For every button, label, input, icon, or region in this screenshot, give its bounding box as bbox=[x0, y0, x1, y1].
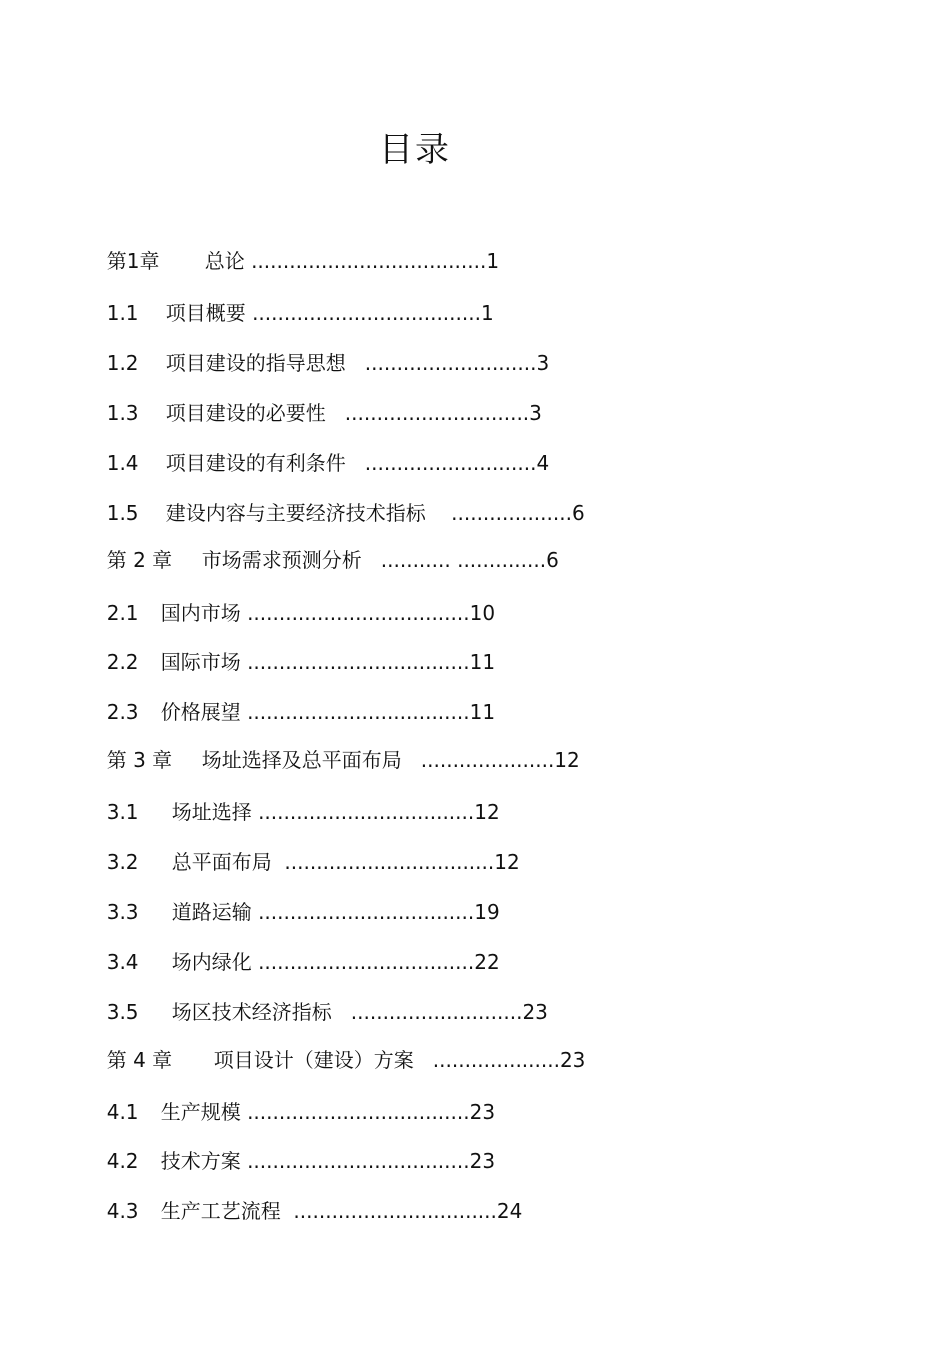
toc-entry-number: 4.3 bbox=[106, 1199, 139, 1223]
toc-leader-dots: ............................. bbox=[325, 401, 530, 425]
toc-leader-dots: .................... bbox=[413, 1048, 560, 1072]
toc-entry-1-5[interactable] bbox=[94, 483, 585, 523]
toc-leader-dots: ................................... bbox=[240, 1100, 470, 1124]
toc-leader-dots: .................................... bbox=[245, 301, 481, 325]
toc-entry-number: 3.4 bbox=[106, 950, 139, 974]
toc-entry-number: 2.3 bbox=[106, 700, 139, 724]
toc-entry-number: 第 3 章 bbox=[106, 748, 173, 772]
toc-entry-page: 12 bbox=[494, 850, 520, 874]
toc-leader-dots: ........... .............. bbox=[361, 548, 547, 572]
toc-entry-title: 场址选择及总平面布局 bbox=[201, 748, 402, 772]
toc-entry-number: 2.2 bbox=[106, 650, 139, 674]
toc-leader-dots: ................................. bbox=[271, 850, 495, 874]
toc-leader-dots: ................................... bbox=[240, 1149, 470, 1173]
toc-entry-title: 国际市场 bbox=[160, 650, 241, 674]
toc-leader-dots: ................................... bbox=[240, 650, 470, 674]
toc-leader-dots: .................................. bbox=[251, 900, 475, 924]
toc-leader-dots: ........................... bbox=[345, 451, 537, 475]
toc-entry-title: 总论 bbox=[204, 249, 245, 273]
toc-entry-title: 项目建设的有利条件 bbox=[165, 451, 346, 475]
toc-entry-page: 6 bbox=[546, 548, 559, 572]
toc-leader-dots: .................................. bbox=[251, 800, 475, 824]
toc-entry-chapter-1[interactable] bbox=[94, 231, 499, 271]
toc-leader-dots: ........................... bbox=[331, 1000, 523, 1024]
toc-entry-number: 4.1 bbox=[106, 1100, 139, 1124]
toc-entry-page: 3 bbox=[529, 401, 542, 425]
toc-leader-dots: ..................................... bbox=[244, 249, 487, 273]
toc-leader-dots: ........................... bbox=[345, 351, 537, 375]
toc-entry-number: 1.1 bbox=[106, 301, 139, 325]
toc-entry-number: 1.4 bbox=[106, 451, 139, 475]
toc-leader-dots: ................... bbox=[425, 501, 572, 525]
toc-entry-page: 3 bbox=[536, 351, 550, 375]
toc-entry-number: 4.2 bbox=[106, 1149, 139, 1173]
toc-entry-3-3[interactable] bbox=[94, 882, 500, 922]
toc-entry-1-1[interactable] bbox=[94, 283, 494, 323]
toc-entry-title: 场区技术经济指标 bbox=[171, 1000, 332, 1024]
toc-entry-3-4[interactable] bbox=[94, 932, 500, 972]
toc-entry-number: 第 4 章 bbox=[106, 1048, 173, 1072]
toc-entry-page: 12 bbox=[474, 800, 500, 824]
toc-entry-title: 场址选择 bbox=[171, 800, 252, 824]
toc-entry-number: 2.1 bbox=[106, 601, 139, 625]
toc-entry-page: 12 bbox=[554, 748, 580, 772]
toc-entry-chapter-2[interactable] bbox=[94, 530, 559, 570]
toc-entry-title: 场内绿化 bbox=[171, 950, 252, 974]
toc-entry-2-1[interactable] bbox=[94, 583, 495, 623]
toc-entry-1-3[interactable] bbox=[94, 383, 542, 423]
toc-entry-4-2[interactable] bbox=[94, 1131, 495, 1171]
toc-entry-chapter-3[interactable] bbox=[94, 730, 580, 770]
toc-entry-title: 价格展望 bbox=[160, 700, 241, 724]
toc-entry-number: 3.5 bbox=[106, 1000, 139, 1024]
toc-entry-number: 1.2 bbox=[106, 351, 139, 375]
page-title: 目录 bbox=[379, 130, 451, 170]
toc-entry-page: 23 bbox=[469, 1149, 496, 1173]
toc-entry-title: 道路运输 bbox=[171, 900, 252, 924]
toc-entry-number: 3.3 bbox=[106, 900, 139, 924]
toc-entry-title: 项目建设的必要性 bbox=[165, 401, 326, 425]
toc-entry-number: 1.5 bbox=[106, 501, 139, 525]
toc-entry-page: 6 bbox=[571, 501, 585, 525]
toc-entry-page: 23 bbox=[559, 1048, 586, 1072]
toc-entry-1-4[interactable] bbox=[94, 433, 549, 473]
toc-entry-4-1[interactable] bbox=[94, 1082, 495, 1122]
toc-entry-number: 第1章 bbox=[106, 249, 160, 273]
toc-entry-1-2[interactable] bbox=[94, 333, 549, 373]
toc-entry-number: 1.3 bbox=[106, 401, 139, 425]
toc-entry-title: 生产工艺流程 bbox=[160, 1199, 281, 1223]
toc-leader-dots: ................................... bbox=[240, 700, 470, 724]
toc-entry-page: 19 bbox=[474, 900, 500, 924]
toc-entry-3-5[interactable] bbox=[94, 982, 548, 1022]
toc-entry-title: 总平面布局 bbox=[171, 850, 272, 874]
toc-entry-page: 10 bbox=[469, 601, 496, 625]
toc-entry-page: 11 bbox=[469, 700, 496, 724]
toc-leader-dots: ..................... bbox=[401, 748, 555, 772]
toc-entry-2-2[interactable] bbox=[94, 632, 495, 672]
toc-entry-page: 1 bbox=[480, 301, 494, 325]
toc-entry-page: 11 bbox=[469, 650, 496, 674]
toc-entry-page: 1 bbox=[486, 249, 500, 273]
toc-entry-title: 国内市场 bbox=[160, 601, 241, 625]
toc-entry-number: 3.1 bbox=[106, 800, 139, 824]
toc-entry-title: 生产规模 bbox=[160, 1100, 241, 1124]
toc-leader-dots: ................................... bbox=[240, 601, 470, 625]
toc-entry-page: 22 bbox=[474, 950, 500, 974]
toc-entry-2-3[interactable] bbox=[94, 682, 495, 722]
toc-entry-title: 市场需求预测分析 bbox=[201, 548, 362, 572]
toc-leader-dots: ................................ bbox=[280, 1199, 497, 1223]
toc-entry-number: 第 2 章 bbox=[106, 548, 173, 572]
toc-entry-4-3[interactable] bbox=[94, 1181, 522, 1221]
toc-entry-title: 建设内容与主要经济技术指标 bbox=[165, 501, 426, 525]
toc-entry-3-1[interactable] bbox=[94, 782, 500, 822]
toc-entry-page: 23 bbox=[522, 1000, 548, 1024]
toc-entry-title: 项目建设的指导思想 bbox=[165, 351, 346, 375]
toc-entry-page: 24 bbox=[496, 1199, 523, 1223]
toc-entry-number: 3.2 bbox=[106, 850, 139, 874]
toc-entry-chapter-4[interactable] bbox=[94, 1030, 585, 1070]
toc-entry-title: 项目设计（建设）方案 bbox=[213, 1048, 414, 1072]
toc-entry-page: 23 bbox=[469, 1100, 496, 1124]
toc-entry-title: 技术方案 bbox=[160, 1149, 241, 1173]
toc-leader-dots: .................................. bbox=[251, 950, 475, 974]
toc-entry-title: 项目概要 bbox=[165, 301, 246, 325]
toc-entry-3-2[interactable] bbox=[94, 832, 520, 872]
toc-entry-page: 4 bbox=[536, 451, 550, 475]
